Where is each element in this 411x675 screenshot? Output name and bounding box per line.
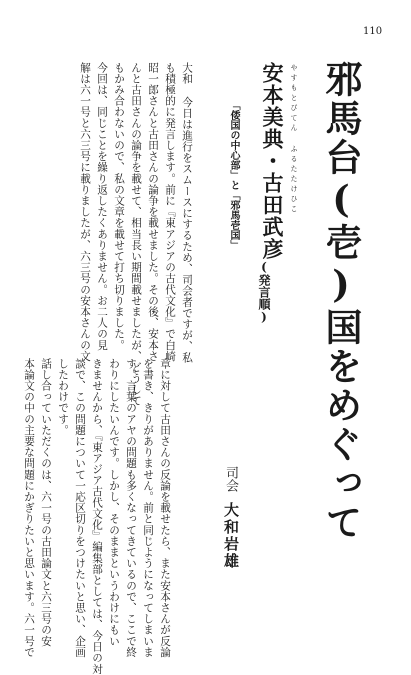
authors: 安本美典・古田武彦 [260,62,285,260]
text-line: 章に対して古田さんの反論を載せたら、また安本さんが反論 [159,358,171,658]
section-heading: 「倭国の中心部」と「邪馬壱国」 [228,100,239,250]
page-number: 110 [363,26,383,37]
speaking-order-note: (発言順) [257,260,271,324]
text-line: 今回は、同じことを繰り返したくありません。お二人の見 [96,62,108,351]
article-title: 邪馬台(壱)国をめぐって [319,60,363,542]
text-line: 解は六一号と六三号に載りましたが、六三号の安本さんの文 [79,62,91,362]
text-line: 話し合っていただくのは、六一号の古田論文と六三号の安 [40,358,52,647]
text-line: を書き、きりがありません。前と同じようになってしまいま [142,358,154,658]
text-line: んと古田さんの論争を載せて、相当長い期間載せましたが、どうして [130,62,142,407]
text-line: きませんから、『東アジア古代文化』編集部としては、今日の対 [91,358,103,675]
text-line: す。言葉のアヤの問題も多くなってきているので、ここで終 [125,358,137,658]
text-line: したわけです。 [57,358,69,436]
text-line: も積極的に発言します。前に『東アジアの古代文化』で白崎 [164,62,176,362]
text-line: わりにしたいんです。しかし、そのままというわけにもい [108,358,120,647]
moderator-role: 司会 [223,466,238,492]
author-reading: やすもとびてん ふるたたけひこ [290,64,298,215]
discussion-top [76,62,195,406]
text-line: 大和 今日は進行をスムースにするため、司会者ですが、私 [181,62,193,364]
text-line: もかみ合わないので、私の文章を載せて打ち切りました。 [113,62,125,351]
moderator-name: 大和岩雄 [222,502,240,570]
text-line: 談で、この問題について一応区切りをつけたいと思い、企画 [74,358,86,658]
text-line: 本論文の中の主要な問題にかぎりたいと思います。六一号で [23,358,35,658]
text-line: 昭一郎さんと古田さんの論争を載せました。その後、安本さ [147,62,159,362]
discussion-bottom [20,358,173,675]
